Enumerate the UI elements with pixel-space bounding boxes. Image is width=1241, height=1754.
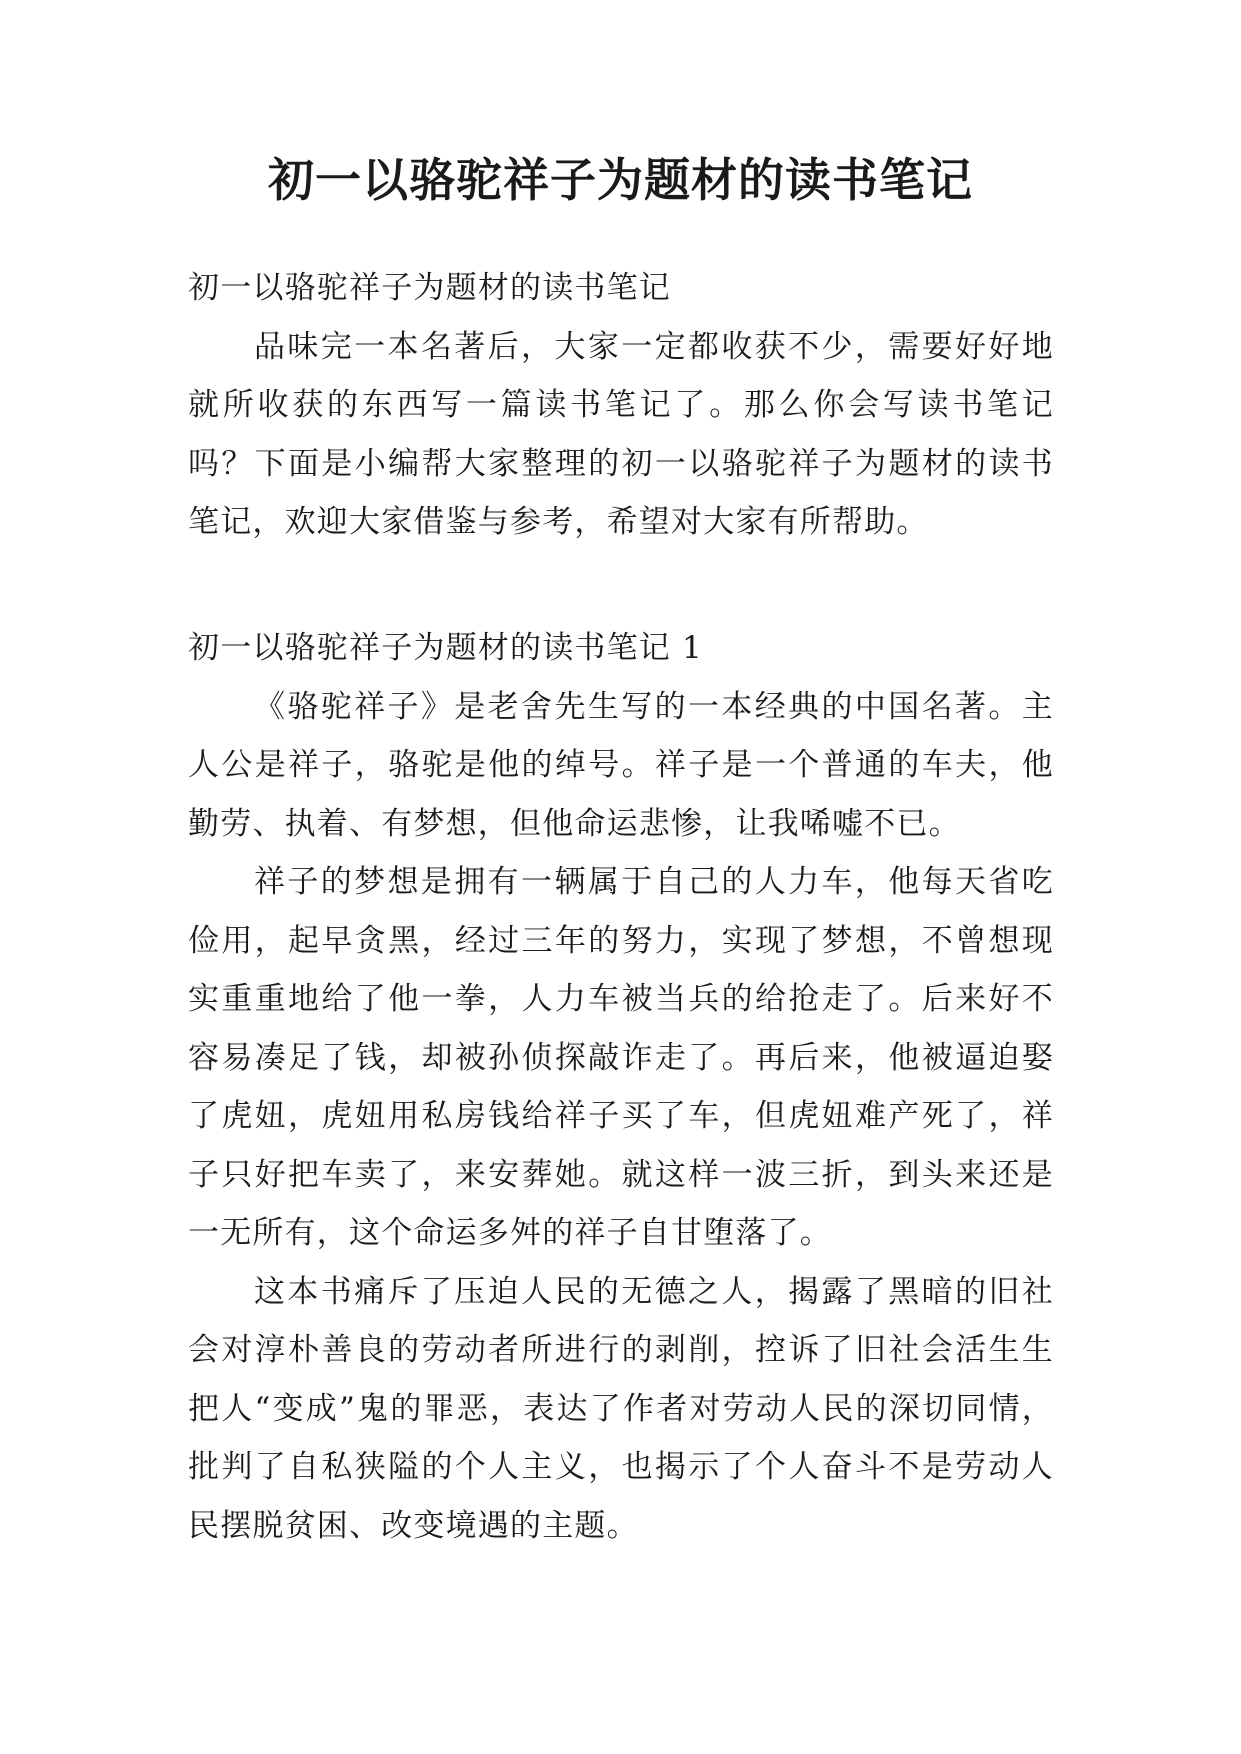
intro-heading: 初一以骆驼祥子为题材的读书笔记 bbox=[188, 270, 671, 306]
intro-section bbox=[188, 259, 1054, 552]
section-1-heading: 初一以骆驼祥子为题材的读书笔记 1 bbox=[188, 630, 703, 666]
document-title: 初一以骆驼祥子为题材的读书笔记 bbox=[268, 153, 973, 207]
section-1 bbox=[188, 619, 1054, 1555]
section-1-paragraph-2: 祥子的梦想是拥有一辆属于自己的人力车，他每天省吃俭用，起早贪黑，经过三年的努力，实现了梦想，不曾想现实重重地给了他一拳，人力车被当兵的给抢走了。后来好不容易凑足了钱，却被孙侦探敲诈走了。再后来，他被逼迫娶了虎妞，虎妞用私房钱给祥子买了车，但虎妞难产死了，祥子只好把车卖了，来安葬她。就这样一波三折，到头来还是一无所有，这个命运多舛的祥子自甘堕落了。 bbox=[188, 864, 1054, 1251]
section-1-paragraph-1: 《骆驼祥子》是老舍先生写的一本经典的中国名著。主人公是祥子，骆驼是他的绰号。祥子是一个普通的车夫，他勤劳、执着、有梦想，但他命运悲惨，让我唏嘘不已。 bbox=[188, 688, 1054, 842]
section-1-paragraph-3: 这本书痛斥了压迫人民的无德之人，揭露了黑暗的旧社会对淳朴善良的劳动者所进行的剥削，控诉了旧社会活生生把人“变成”鬼的罪恶，表达了作者对劳动人民的深切同情，批判了自私狭隘的个人主义，也揭示了个人奋斗不是劳动人民摆脱贫困、改变境遇的主题。 bbox=[188, 1273, 1054, 1544]
intro-paragraph: 品味完一本名著后，大家一定都收获不少，需要好好地就所收获的东西写一篇读书笔记了。那么你会写读书笔记吗？下面是小编帮大家整理的初一以骆驼祥子为题材的读书笔记，欢迎大家借鉴与参考，希望对大家有所帮助。 bbox=[188, 328, 1054, 540]
